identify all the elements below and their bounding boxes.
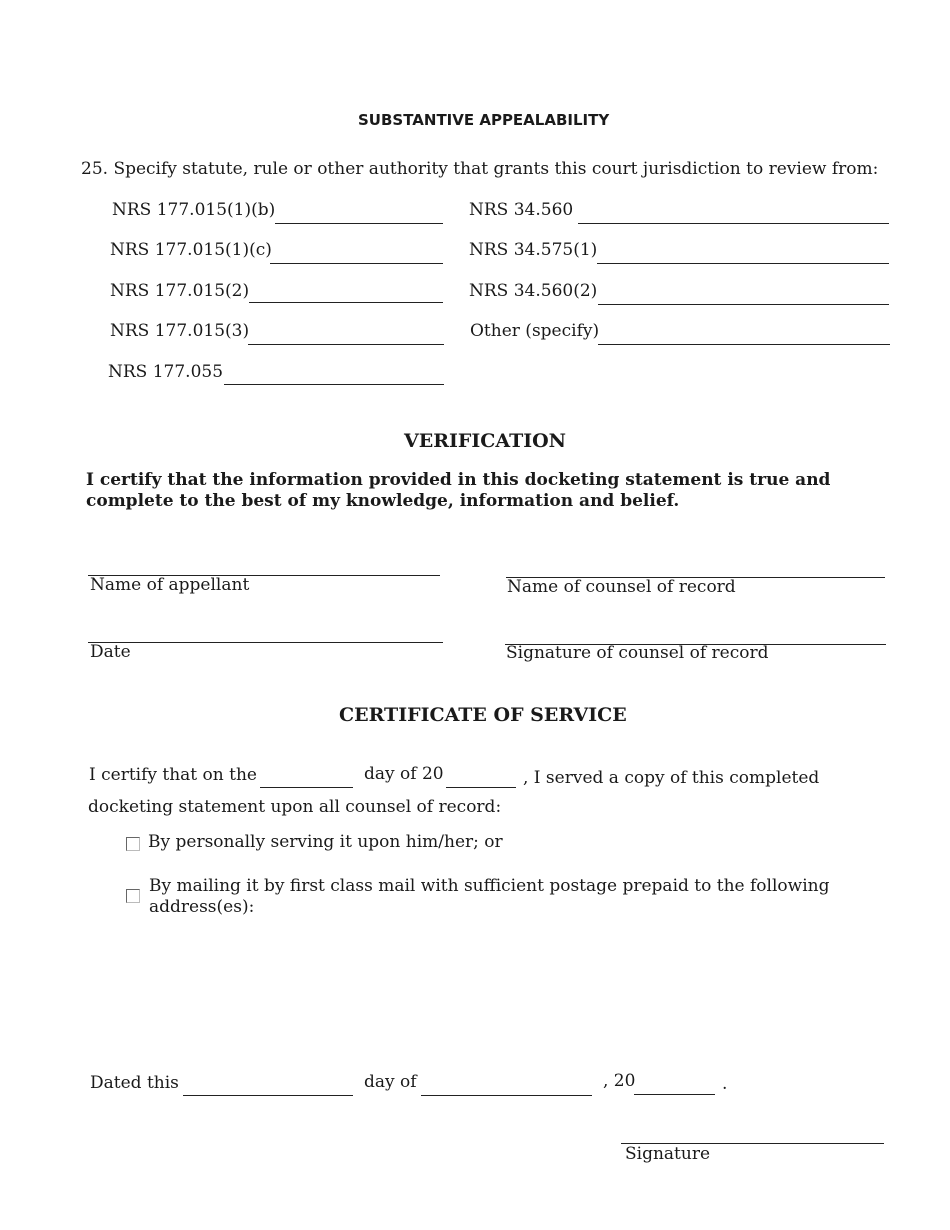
- section-title: SUBSTANTIVE APPEALABILITY: [358, 111, 610, 129]
- personal-service-label: By personally serving it upon him/her; or: [148, 832, 503, 852]
- statute-1-field[interactable]: [275, 205, 443, 224]
- certify-text-4: docketing statement upon all counsel of record:: [88, 797, 502, 817]
- statute-8-field[interactable]: [598, 286, 889, 305]
- statute-5-field[interactable]: [224, 366, 444, 385]
- period: .: [722, 1074, 728, 1094]
- name-of-appellant-label: Name of appellant: [90, 575, 250, 595]
- statute-2-field[interactable]: [270, 245, 443, 264]
- certify-text-2: day of 20: [364, 764, 444, 784]
- statute-label: NRS 177.015(1)(c): [110, 240, 272, 260]
- mail-service-label-line1: By mailing it by first class mail with sufficient postage prepaid to the following: [149, 876, 830, 896]
- dated-year-field[interactable]: [634, 1076, 715, 1095]
- statute-label: NRS 177.015(3): [110, 321, 250, 341]
- signature-field[interactable]: [621, 1125, 884, 1144]
- verification-statement-line2: complete to the best of my knowledge, information and belief.: [86, 491, 680, 511]
- certificate-title: CERTIFICATE OF SERVICE: [339, 704, 627, 726]
- name-of-appellant-field[interactable]: [88, 557, 440, 576]
- certify-text-3: , I served a copy of this completed: [523, 768, 820, 788]
- signature-of-counsel-label: Signature of counsel of record: [506, 643, 769, 663]
- name-of-counsel-field[interactable]: [506, 559, 885, 578]
- statute-label: NRS 177.015(1)(b): [112, 200, 276, 220]
- verification-statement-line1: I certify that the information provided in this docketing statement is true and: [86, 470, 831, 490]
- statute-6-field[interactable]: [578, 205, 889, 224]
- personal-service-checkbox[interactable]: [126, 837, 140, 851]
- statute-label: Other (specify): [470, 321, 600, 341]
- question-25: 25. Specify statute, rule or other authority that grants this court jurisdiction to review from:: [81, 159, 879, 179]
- date-label: Date: [90, 642, 131, 662]
- dated-this-label: Dated this: [90, 1073, 179, 1093]
- dated-month-field[interactable]: [421, 1077, 592, 1096]
- statute-7-field[interactable]: [597, 245, 889, 264]
- dated-day-field[interactable]: [183, 1077, 353, 1096]
- other-specify-field[interactable]: [598, 326, 890, 345]
- mail-service-checkbox[interactable]: [126, 889, 140, 903]
- day-of-label: day of: [364, 1072, 417, 1092]
- service-day-field[interactable]: [260, 769, 353, 788]
- statute-4-field[interactable]: [248, 326, 444, 345]
- certify-text-1: I certify that on the: [89, 765, 257, 785]
- statute-3-field[interactable]: [249, 284, 443, 303]
- statute-label: NRS 34.560(2): [469, 281, 598, 301]
- name-of-counsel-label: Name of counsel of record: [507, 577, 736, 597]
- mail-service-label-line2: address(es):: [149, 897, 255, 917]
- statute-label: NRS 177.055: [108, 362, 224, 382]
- signature-label: Signature: [625, 1144, 711, 1164]
- service-year-field[interactable]: [446, 769, 516, 788]
- statute-label: NRS 34.560: [469, 200, 574, 220]
- comma-20-label: , 20: [603, 1071, 636, 1091]
- verification-title: VERIFICATION: [404, 430, 567, 452]
- statute-label: NRS 34.575(1): [469, 240, 598, 260]
- statute-label: NRS 177.015(2): [110, 281, 250, 301]
- date-field[interactable]: [88, 624, 443, 643]
